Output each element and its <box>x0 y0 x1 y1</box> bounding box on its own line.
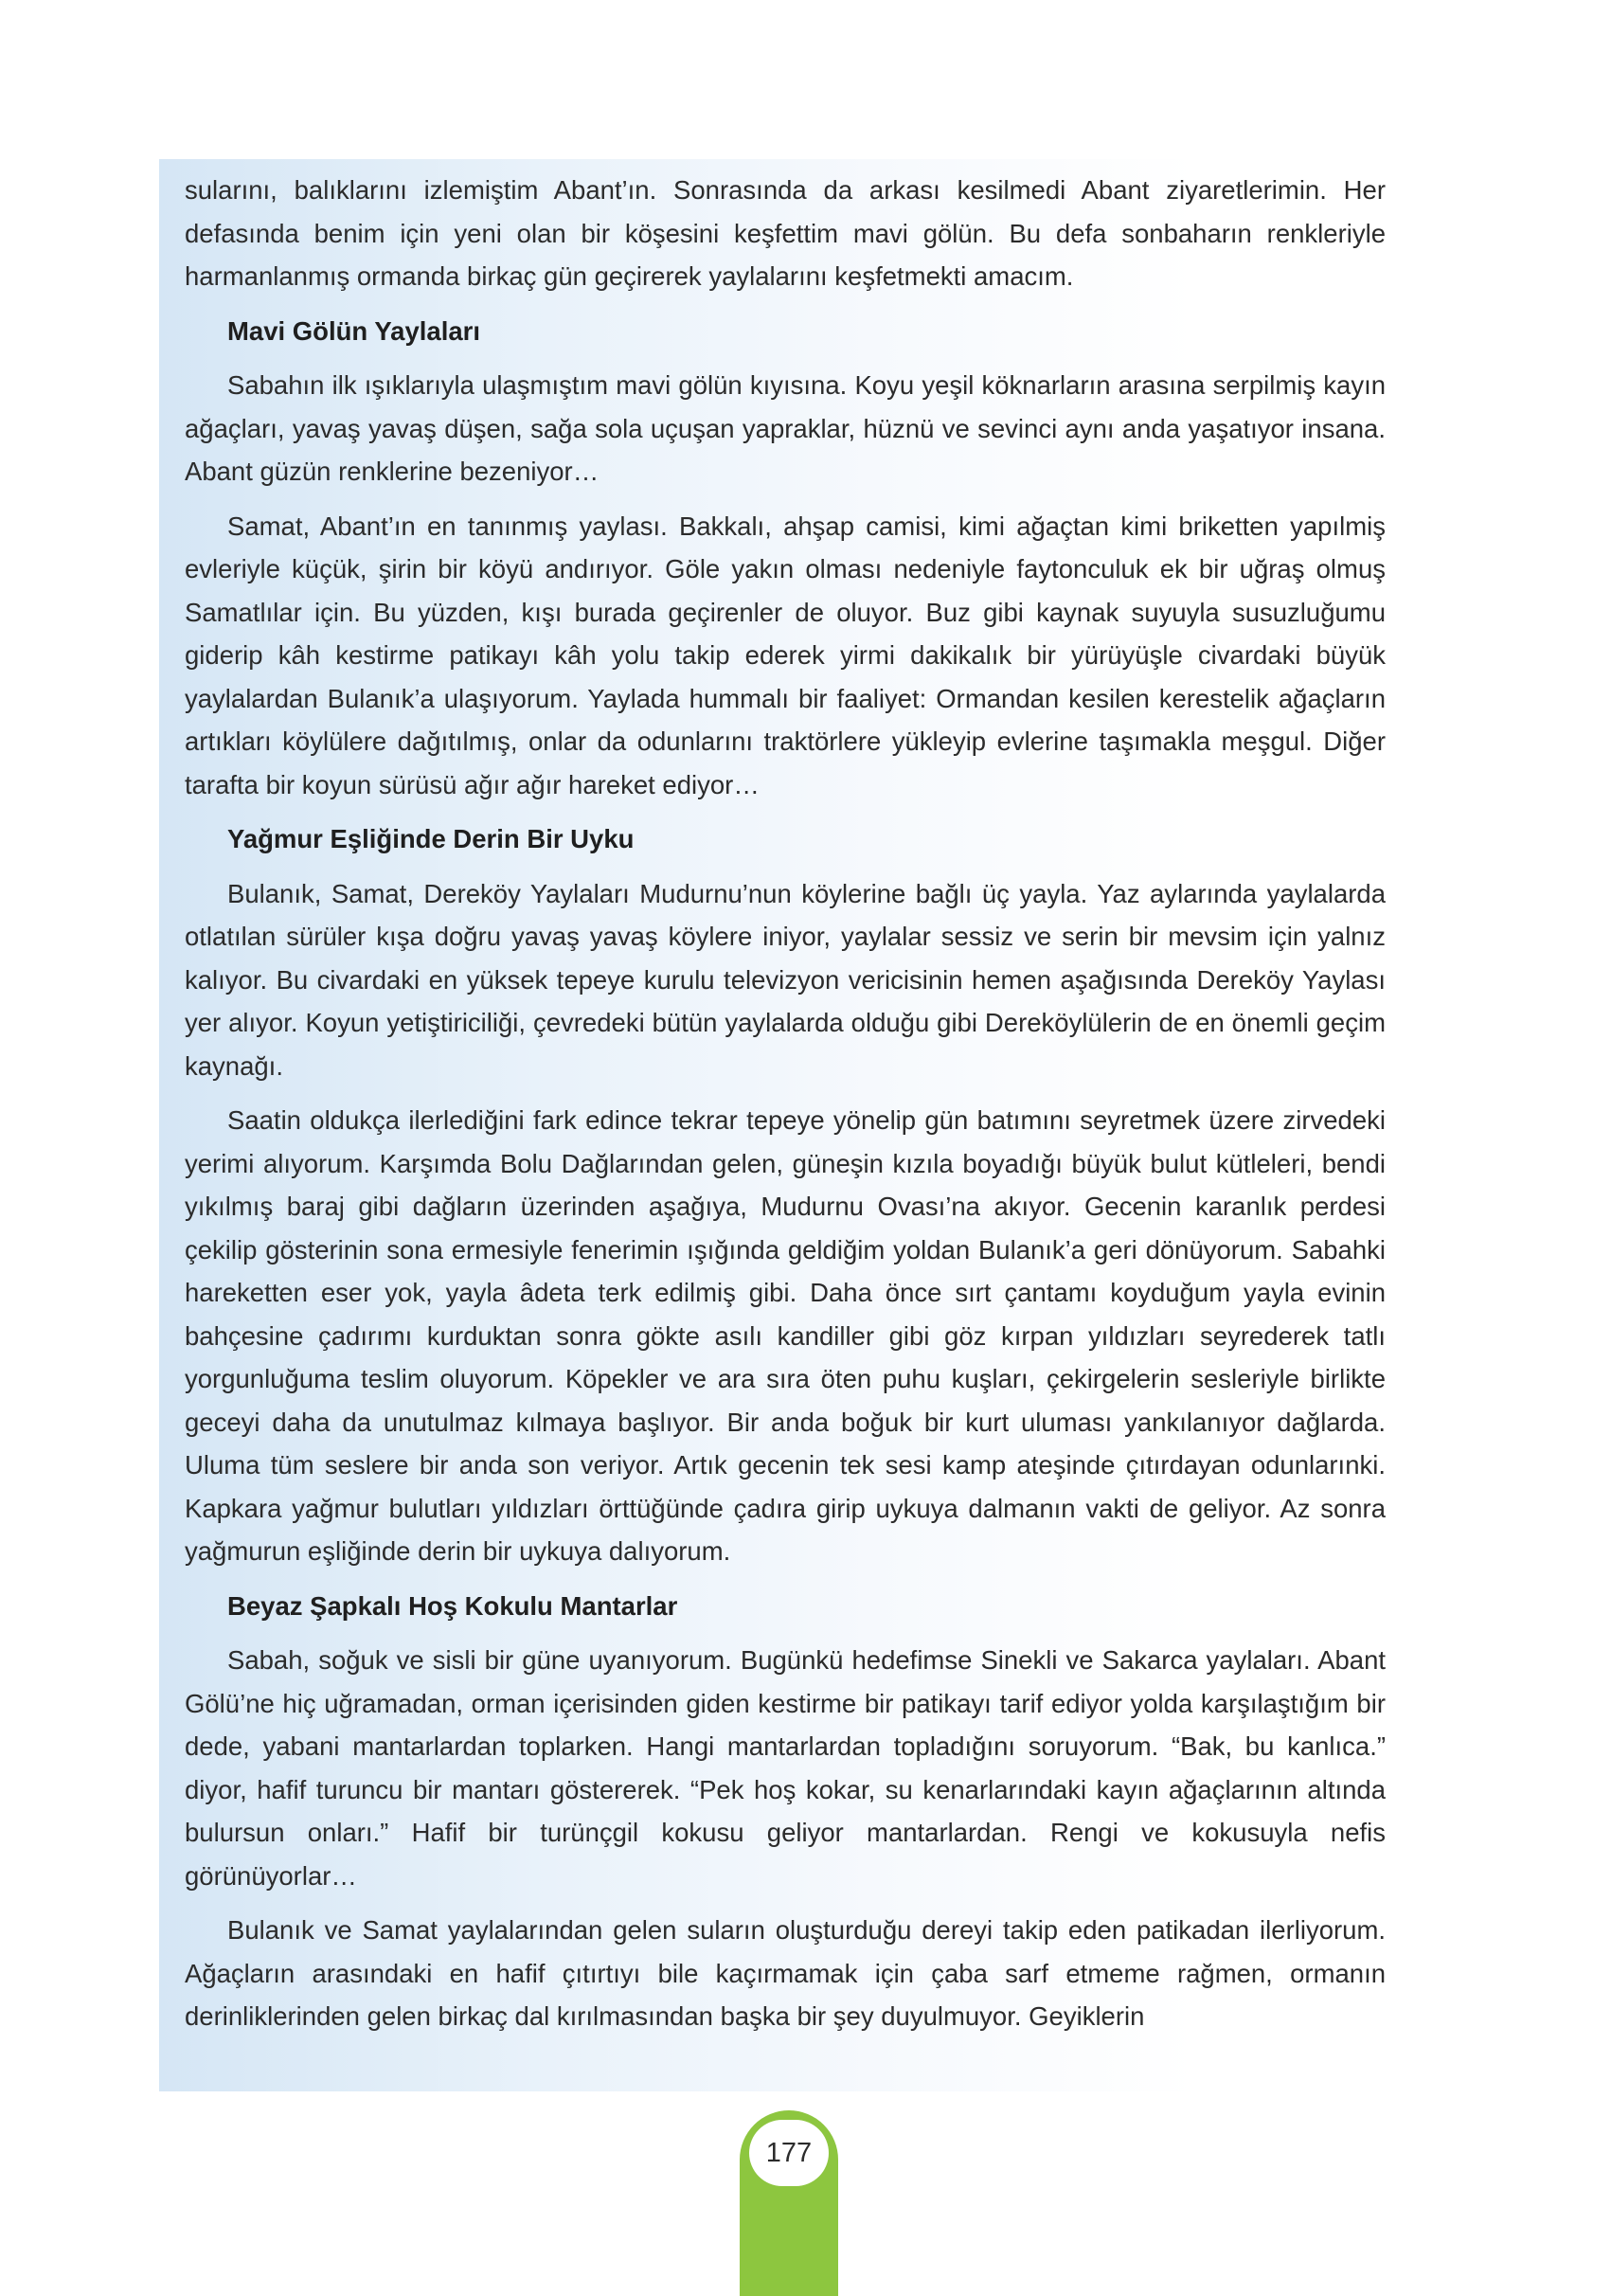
body-paragraph: Sabah, soğuk ve sisli bir güne uyanıyorum. Bugünkü hedefimse Sinekli ve Sakarca yaylaları. Abant Gölü’ne hiç uğramadan, orman içerisinden giden kestirme bir patikayı tarif ediyor yolda karşılaştığım bir dede, yabani mantarlardan toplarken. Hangi mantarlardan topladığını soruyorum. “Bak, bu kanlıca.” diyor, hafif turuncu bir mantarı göstererek. “Pek hoş kokar, su kenarlarındaki kayın ağaçlarının altında bulursun onları.” Hafif bir turünçgil kokusu geliyor mantarlardan. Rengi ve kokusuyla nefis görünüyorlar… <box>185 1645 1386 1891</box>
intro-paragraph: sularını, balıklarını izlemiştim Abant’ın. Sonrasında da arkası kesilmedi Abant ziyaretlerimin. Her defasında benim için yeni olan bir köşesini keşfettim mavi gölün. Bu defa sonbaharın renkleriyle harmanlanmış ormanda birkaç gün geçirerek yaylalarını keşfetmekti amacım. <box>185 175 1386 291</box>
section-heading: Beyaz Şapkalı Hoş Kokulu Mantarlar <box>227 1590 678 1621</box>
body-paragraph: Bulanık ve Samat yaylalarından gelen suların oluşturduğu dereyi takip eden patikadan ilerliyorum. Ağaçların arasındaki en hafif çıtırtıyı bile kaçırmamak için çaba sarf etmeme rağmen, ormanın derinliklerinden gelen birkaç dal kırılmasından başka bir şey duyulmuyor. Geyiklerin <box>185 1915 1386 2031</box>
page-number: 177 <box>749 2120 829 2186</box>
section-heading: Yağmur Eşliğinde Derin Bir Uyku <box>227 824 635 853</box>
page-body <box>185 169 1386 2038</box>
body-paragraph: Samat, Abant’ın en tanınmış yaylası. Bakkalı, ahşap camisi, kimi ağaçtan kimi briketten yapılmiş evleriyle küçük, şirin bir köyü andırıyor. Göle yakın olması nedeniyle faytonculuk ek bir uğraş olmuş Samatlılar için. Bu yüzden, kışı burada geçirenler de oluyor. Buz gibi kaynak suyuyla susuzluğumu giderip kâh kestirme patikayı kâh yolu takip ederek yirmi dakikalık bir yürüyüşle civardaki büyük yaylalardan Bulanık’a ulaşıyorum. Yaylada hummalı bir faaliyet: Ormandan kesilen kerestelik ağaçların artıkları köylülere dağıtılmış, onlar da odunlarını traktörlere yükleyip evlerine taşımakla meşgul. Diğer tarafta bir koyun sürüsü ağır ağır hareket ediyor… <box>185 511 1386 799</box>
body-paragraph: Sabahın ilk ışıklarıyla ulaşmıştım mavi gölün kıyısına. Koyu yeşil köknarların arasına serpilmiş kayın ağaçları, yavaş yavaş düşen, sağa sola uçuşan yapraklar, hüznü ve sevinci aynı anda yaşatıyor insana. Abant güzün renklerine bezeniyor… <box>185 370 1386 486</box>
section-heading: Mavi Gölün Yaylaları <box>227 315 480 346</box>
body-paragraph: Bulanık, Samat, Dereköy Yaylaları Mudurnu’nun köylerine bağlı üç yayla. Yaz aylarında yaylalarda otlatılan sürüler kışa doğru yavaş yavaş köylere iniyor, yaylalar sessiz ve serin bir mevsim için yalnız kalıyor. Bu civardaki en yüksek tepeye kurulu televizyon vericisinin hemen aşağısında Dereköy Yaylası yer alıyor. Koyun yetiştiriciliği, çevredeki bütün yaylalarda olduğu gibi Dereköylülerin de en önemli geçim kaynağı. <box>185 878 1386 1081</box>
body-paragraph: Saatin oldukça ilerlediğini fark edince tekrar tepeye yönelip gün batımını seyretmek üzere zirvedeki yerimi alıyorum. Karşımda Bolu Dağlarından gelen, güneşin kızıla boyadığı büyük bulut kütleleri, bendi yıkılmış baraj gibi dağların üzerinden aşağıya, Mudurnu Ovası’na akıyor. Gecenin karanlık perdesi çekilip gösterinin sona ermesiyle fenerimin ışığında geldiğim yoldan Bulanık’a geri dönüyorum. Sabahki hareketten eser yok, yayla âdeta terk edilmiş gibi. Daha önce sırt çantamı koyduğum yayla evinin bahçesine çadırımı kurduktan sonra gökte asılı kandiller gibi göz kırpan yıldızları seyrederek tatlı yorgunluğuma teslim oluyorum. Köpekler ve ara sıra öten puhu kuşları, çekirgelerin sesleriyle birlikte geceyi daha da unutulmaz kılmaya başlıyor. Bir anda boğuk bir kurt uluması yankılanıyor dağlarda. Uluma tüm seslere bir anda son veriyor. Artık gecenin tek sesi kamp ateşinde çıtırdayan odunlarınki. Kapkara yağmur bulutları yıldızları örttüğünde çadıra girip uykuya dalmanın vakti de geliyor. Az sonra yağmurun eşliğinde derin bir uykuya dalıyorum. <box>185 1105 1386 1566</box>
